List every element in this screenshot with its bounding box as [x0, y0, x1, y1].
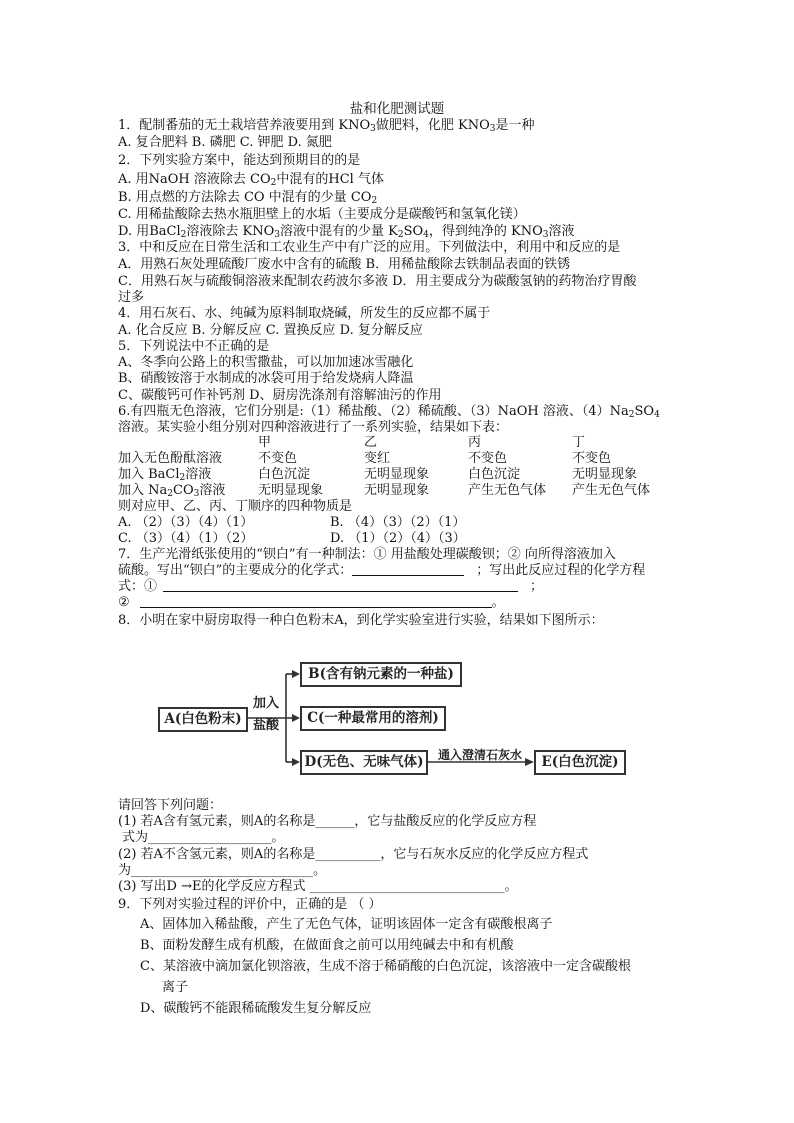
question-3-options-cd: C．用熟石灰与硫酸铜溶液来配制农药波尔多液 D．用主要成分为碳酸氢钠的药物治疗胃酸 — [118, 274, 637, 289]
q2-d-text-1: D. 用BaCl — [118, 224, 181, 239]
q2-d-text-2: 溶液除去 KNO — [186, 224, 275, 239]
question-8-part-2-cont: 为____________________________。 — [118, 863, 327, 878]
question-9-option-c-cont: 离子 — [162, 980, 189, 995]
table-cell: 无明显现象 — [364, 467, 430, 482]
node-c-box: C(一种最常用的溶剂) — [300, 706, 446, 731]
subscript: 2 — [180, 230, 187, 240]
table-cell: 白色沉淀 — [258, 467, 311, 482]
question-6-ask: 则对应甲、乙、丙、丁顺序的四种物质是 — [118, 499, 353, 514]
row-label-text-b: 溶液 — [185, 467, 212, 482]
question-6-option-d: D. （1）（2）（4）（3） — [330, 531, 466, 546]
subscript: 2 — [270, 178, 277, 188]
question-5-options-cd: C、碳酸钙可作补钙剂 D、厨房洗涤剂有溶解油污的作用 — [118, 388, 442, 403]
table-cell: 产生无色气体 — [572, 483, 651, 498]
q7-text-b: ； — [530, 579, 544, 594]
q7-text: 式：① — [118, 579, 158, 594]
q7-text: ② — [118, 595, 130, 610]
node-e-box: E(白色沉淀) — [534, 750, 626, 775]
question-4-options: A. 化合反应 B. 分解反应 C. 置换反应 D. 复分解反应 — [118, 323, 423, 338]
table-cell: 白色沉淀 — [468, 467, 521, 482]
subscript: 3 — [193, 489, 200, 499]
question-5-stem: 5．下列说法中不正确的是 — [118, 339, 270, 354]
question-9-option-b: B、面粉发酵生成有机酸，在做面食之前可以用纯碱去中和有机酸 — [140, 938, 514, 953]
question-2-stem: 2．下列实验方案中，能达到预期目的的是 — [118, 153, 361, 168]
q2-a-text: A. 用NaOH 溶液除去 CO — [118, 172, 271, 187]
node-b-box: B(含有钠元素的一种盐) — [300, 662, 462, 687]
question-9-option-a: A、固体加入稀盐酸，产生了无色气体，证明该固体一定含有碳酸根离子 — [140, 917, 553, 932]
table-cell: 无明显现象 — [364, 483, 430, 498]
row-label-text-b: CO — [173, 483, 194, 498]
subscript: 4 — [654, 410, 660, 420]
arrow-label: 通入澄清石灰水 — [438, 748, 523, 762]
question-8-part-1: (1) 若A含有氢元素，则A的名称是______，它与盐酸反应的化学反应方程 — [118, 814, 537, 829]
row-label-text: 加入 BaCl — [118, 467, 180, 482]
question-9-option-d: D、碳酸钙不能跟稀硫酸发生复分解反应 — [140, 1001, 372, 1016]
q1-text-a: 1．配制番茄的无土栽培营养液要用到 KNO — [118, 118, 371, 133]
q7-text: 硫酸。写出“钡白”的主要成分的化学式： — [118, 563, 353, 578]
question-9-stem: 9．下列对实验过程的评价中，正确的是 （ ） — [118, 897, 382, 912]
table-header-cell: 甲 — [258, 435, 272, 450]
question-9-option-c: C、某溶液中滴加氯化钡溶液，生成不溶于稀硝酸的白色沉淀，该溶液中一定含碳酸根 — [140, 959, 631, 974]
q2-d-text-3: 溶液中混有的少量 K — [280, 224, 398, 239]
question-3-continuation: 过多 — [118, 290, 145, 305]
question-2-option-c: C. 用稀盐酸除去热水瓶胆壁上的水垢（主要成分是碳酸钙和氢氧化镁） — [118, 207, 526, 222]
question-5-option-b: B、硝酸铵溶于水制成的冰袋可用于给发烧病人降温 — [118, 371, 414, 386]
table-row-label: 加入无色酚酞溶液 — [118, 451, 223, 466]
q2-b-text: B. 用点燃的方法除去 CO 中混有的少量 CO — [118, 190, 372, 205]
page-title: 盐和化肥测试题 — [349, 101, 445, 117]
row-label-text-c: 溶液 — [199, 483, 226, 498]
node-d-box: D(无色、无味气体) — [300, 750, 428, 775]
table-cell: 不变色 — [468, 451, 508, 466]
question-6-stem-2: 溶液。某实验小组分别对四种溶液进行了一系列实验，结果如下表： — [118, 420, 509, 435]
table-cell: 产生无色气体 — [468, 483, 547, 498]
table-cell: 无明显现象 — [572, 467, 638, 482]
question-4-stem: 4．用石灰石、水、纯碱为原料制取烧碱，所发生的反应都不属于 — [118, 306, 491, 321]
q2-a-text-2: 中混有的HCl 气体 — [276, 172, 384, 187]
subscript: 2 — [628, 410, 635, 420]
table-cell: 变红 — [364, 451, 391, 466]
q2-d-text-4: SO — [403, 224, 424, 239]
q1-text-c: 是一种 — [495, 118, 535, 133]
q7-text-b: 。 — [491, 595, 505, 610]
table-cell: 不变色 — [258, 451, 298, 466]
question-3-stem: 3．中和反应在日常生活和工农业生产中有广泛的应用。下列做法中，利用中和反应的是 — [118, 240, 621, 255]
table-header-cell: 乙 — [364, 435, 378, 450]
question-6-option-c: C. （3）（4）（1）（2） — [118, 531, 254, 546]
subscript: 2 — [179, 473, 186, 483]
subscript: 3 — [542, 230, 549, 240]
subscript: 3 — [489, 124, 496, 134]
question-6-option-a: A. （2）（3）（4）（1） — [118, 515, 254, 530]
question-8-part-2: (2) 若A不含氢元素，则A的名称是__________，它与石灰水反应的化学反应方程式 — [118, 847, 589, 862]
q6-stem-text-b: SO — [634, 404, 655, 419]
subscript: 3 — [370, 124, 376, 134]
question-7-stem: 7．生产光滑纸张使用的“钡白”有一种制法：① 用盐酸处理碳酸钡；② 向所得溶液加入 — [118, 547, 616, 562]
question-8-ask: 请回答下列问题： — [118, 798, 223, 813]
subscript: 3 — [274, 230, 280, 240]
q2-d-text-5: ，得到纯净的 KNO — [428, 224, 543, 239]
reagent-label-1: 加入 — [253, 696, 280, 711]
table-cell: 不变色 — [572, 451, 612, 466]
subscript: 4 — [423, 230, 429, 240]
q2-d-text-6: 溶液 — [548, 224, 575, 239]
table-header-cell: 丁 — [572, 435, 586, 450]
reagent-label-2: 盐酸 — [253, 718, 280, 733]
question-8-part-1-cont: 式为___________________。 — [122, 830, 285, 845]
q7-text-b: ；写出此反应过程的化学方程 — [476, 563, 646, 578]
q6-stem-text: 6.有四瓶无色溶液，它们分别是:（1）稀盐酸、（2）稀硫酸、（3）NaOH 溶液、（4）Na — [118, 404, 629, 419]
subscript: 2 — [371, 196, 378, 206]
question-6-option-b: B. （4）（3）（2）（1） — [330, 515, 466, 530]
question-3-options-ab: A．用熟石灰处理硫酸厂废水中含有的硫酸 B．用稀盐酸除去铁制品表面的铁锈 — [118, 257, 571, 272]
question-8-part-3: (3) 写出D →E的化学反应方程式 ______________________________。 — [118, 879, 518, 894]
table-cell: 无明显现象 — [258, 483, 324, 498]
question-8-stem: 8．小明在家中厨房取得一种白色粉末A，到化学实验室进行实验，结果如下图所示： — [118, 613, 604, 628]
subscript: 2 — [167, 489, 173, 499]
row-label-text: 加入 Na — [118, 483, 168, 498]
node-a-box: A(白色粉末) — [158, 707, 248, 732]
table-header-cell: 丙 — [468, 435, 482, 450]
subscript: 2 — [397, 230, 404, 240]
q1-text-b: 做肥料，化肥 KNO — [375, 118, 490, 133]
question-1-options: A. 复合肥料 B. 磷肥 C. 钾肥 D. 氮肥 — [118, 135, 332, 150]
question-5-option-a: A、冬季向公路上的积雪撒盐，可以加加速冰雪融化 — [118, 355, 414, 370]
